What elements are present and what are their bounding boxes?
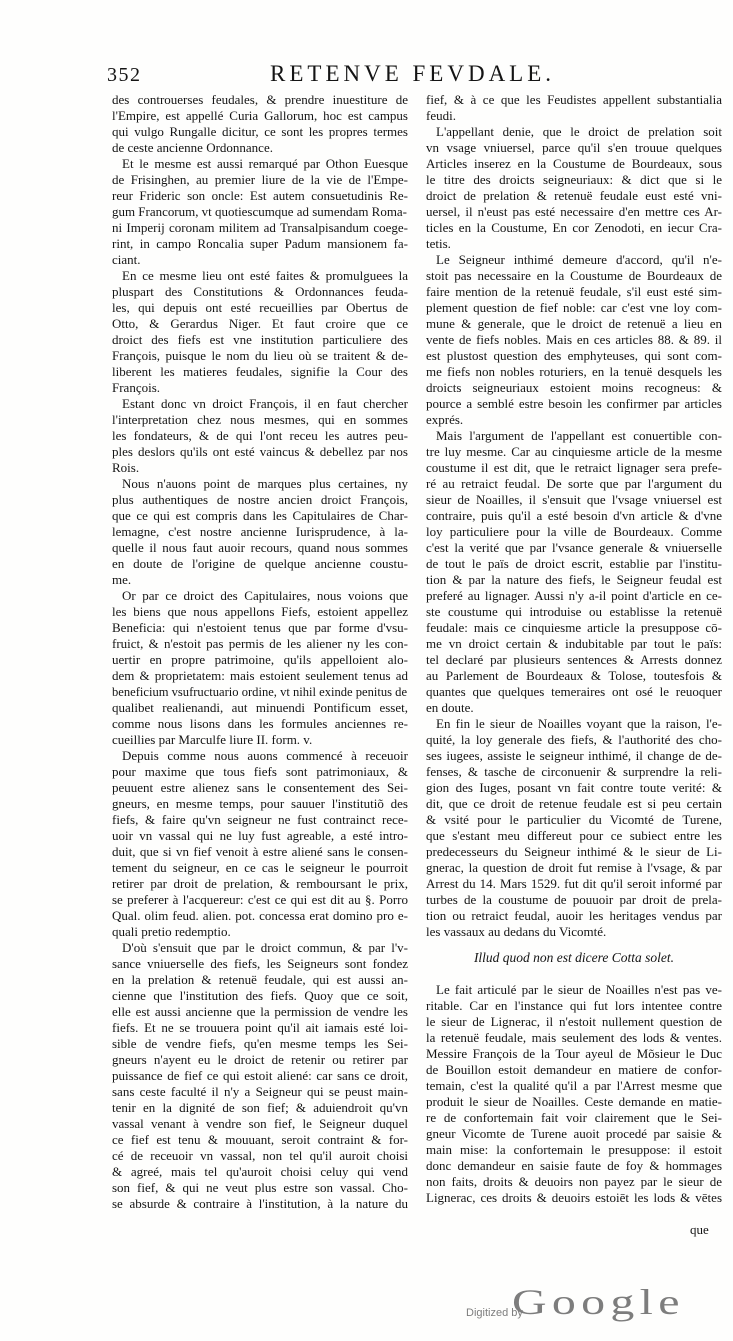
text-line-content: ritable. Car en l'instance qui fut lors intentee contre: [426, 998, 722, 1013]
text-line: [426, 188, 722, 204]
text-line: [426, 444, 722, 460]
text-line: [112, 908, 408, 924]
text-line: [426, 1046, 722, 1062]
text-line: [426, 300, 722, 316]
text-line: [426, 508, 722, 524]
text-line-content: tion & par la nature des fiefs, le Seigneur feudal est: [426, 572, 722, 587]
text-line: [112, 588, 408, 604]
text-line-content: les, qui depuis ont esté recueillies par Obertus de: [112, 300, 408, 315]
text-line: [112, 540, 408, 556]
text-line: [426, 284, 722, 300]
text-line: [426, 1062, 722, 1078]
text-line-content: feudi.: [426, 108, 456, 123]
text-line: [112, 956, 408, 972]
text-line: [112, 364, 408, 380]
paragraph: [112, 268, 408, 396]
text-line-content: re de confortemain fait voir clairement que le Sei-: [426, 1110, 722, 1125]
text-line-content: exprés.: [426, 412, 464, 427]
text-line: [426, 716, 722, 732]
left-column: [112, 92, 408, 1212]
text-line-content: se preferer à l'acquereur: c'est ce qui est dit au §. Porro: [112, 892, 408, 907]
paragraph: [426, 92, 722, 124]
text-line-content: Le fait articulé par le sieur de Noailles n'est pas ve-: [436, 982, 722, 997]
text-line-content: uertir en propre patrimoine, qu'ils appelloient alo-: [112, 652, 408, 667]
digitization-watermark: [0, 1280, 733, 1330]
text-line: [112, 652, 408, 668]
text-line-content: stoit pas necessaire en la Coustume de Bourdeaux de: [426, 268, 722, 283]
text-line-content: Arrest du 14. Mars 1529. fut dit qu'il seroit informé par: [426, 876, 722, 891]
text-line: [112, 220, 408, 236]
paragraph: [112, 940, 408, 1212]
text-line-content: retirer par droit de prelation, & remboursant le prix,: [112, 876, 408, 891]
text-line: [112, 1100, 408, 1116]
text-line-content: dit, que ce droit de retenue feudale est si peu certain: [426, 796, 722, 811]
text-line: [426, 796, 722, 812]
text-line-content: gneurs n'ayent eu le droict de retenir ou retirer par: [112, 1052, 408, 1067]
text-line: [426, 460, 722, 476]
text-line: [112, 1148, 408, 1164]
text-line-content: beneficium vsufructuario ordine, vt nihil exinde penitus de: [112, 684, 408, 699]
text-line-content: feudale: mais ce cinquiesme article la presuppose cō-: [426, 620, 722, 635]
text-line: [426, 252, 722, 268]
text-line-content: tenir en la dignité de son fief; & aduiendroit qu'vn: [112, 1100, 408, 1115]
text-line-content: l'Empire, est appellé Curia Gallorum, hoc est campus: [112, 108, 408, 123]
text-line-content: le titre des droicts seigneuriaux: & dict que si le: [426, 172, 722, 187]
text-line-content: de tout le païs de droict escrit, establie par l'institu-: [426, 556, 722, 571]
text-line-content: François, puisque le nom du lieu où se traitent & de-: [112, 348, 408, 363]
text-line: [112, 1052, 408, 1068]
text-line: [112, 828, 408, 844]
text-line: [426, 620, 722, 636]
text-line-content: dem & proprietatem: mais estoient seulement tenus ad: [112, 668, 408, 683]
text-line: [426, 412, 722, 428]
text-line: [112, 252, 408, 268]
text-line-content: D'où s'ensuit que par le droict commun, & par l'v-: [122, 940, 408, 955]
text-line: [112, 812, 408, 828]
text-line-content: fiefs, & faire qu'vn seigneur ne fust contrainct rece-: [112, 812, 408, 827]
text-line-content: tel declaré par plusieurs sentences & Arrests donnez: [426, 652, 722, 667]
text-line: [112, 188, 408, 204]
text-line: [426, 156, 722, 172]
text-line-content: en doute.: [426, 700, 474, 715]
text-line: [112, 1020, 408, 1036]
text-line: [112, 716, 408, 732]
watermark-brand: Google: [512, 1282, 685, 1322]
text-line: [112, 924, 408, 940]
text-line-content: Qual. olim feud. alien. pot. concessa erat domino pro e-: [112, 908, 408, 923]
text-line: [426, 540, 722, 556]
text-line: [426, 924, 722, 940]
paragraph: [112, 748, 408, 940]
text-line: [112, 284, 408, 300]
text-line-content: fiefs. Et ne se trouuera point qu'il ait iamais esté loi-: [112, 1020, 408, 1035]
text-line-content: droicts seigneuriaux estoient moins recogneus: &: [426, 380, 722, 395]
text-line: [426, 428, 722, 444]
text-line-content: tetis.: [426, 236, 451, 251]
text-line: [112, 460, 408, 476]
text-line-content: de ceste ancienne Ordonnance.: [112, 140, 273, 155]
text-line-content: les biens que nous appellons Fiefs, estoient appellez: [112, 604, 408, 619]
text-line: [426, 332, 722, 348]
catchword: que: [690, 1222, 709, 1237]
text-line-content: cueillies par Marculfe liure II. form. v.: [112, 732, 313, 747]
text-line: [112, 108, 408, 124]
text-line: [112, 236, 408, 252]
text-line-content: Mais l'argument de l'appellant est conuertible con-: [436, 428, 722, 443]
text-line-content: c'est la verité que par l'vsance generale & vniuerselle: [426, 540, 722, 555]
text-line: [426, 908, 722, 924]
text-line-content: qualibet realienandi, aut minuendi Pontificum esset,: [112, 700, 408, 715]
text-line: [426, 140, 722, 156]
text-line-content: tre luy mesme. Car au cinquiesme article de la mesme: [426, 444, 722, 459]
text-line: [426, 1190, 722, 1206]
text-line: [426, 268, 722, 284]
text-line: [426, 396, 722, 412]
text-line-content: ciant.: [112, 252, 141, 267]
text-line-content: reur Frideric son oncle: Est autem consuetudinis Re-: [112, 188, 408, 203]
text-line-content: Estant donc vn droict François, il en faut chercher: [122, 396, 408, 411]
text-line: [426, 892, 722, 908]
text-line-content: Articles inserez en la Coustume de Bourdeaux, sous: [426, 156, 722, 171]
text-line: [426, 380, 722, 396]
text-line: [426, 860, 722, 876]
text-line: [426, 636, 722, 652]
paragraph: [112, 156, 408, 268]
text-line-content: Otto, & Gerardus Niger. Et faut croire que ce: [112, 316, 408, 331]
text-line-content: duit, que si vn fief venoit à estre aliené sans le consen-: [112, 844, 408, 859]
text-line-content: tement du seigneur, en ce cas le seigneur le pourroit: [112, 860, 408, 875]
text-line: [112, 1068, 408, 1084]
text-line: [426, 1174, 722, 1190]
text-line-content: vente de fiefs nobles. Mais en ces articles 88. & 89. il: [426, 332, 722, 347]
text-line-content: sans ceste faculté il n'y a Seigneur qui se peust main-: [112, 1084, 408, 1099]
text-line-content: elle est aussi ancienne que la permission de vendre les: [112, 1004, 408, 1019]
text-line-content: François.: [112, 380, 161, 395]
text-line-content: faire mention de la retenuë feudale, s'il eust esté sim-: [426, 284, 722, 299]
text-line: [426, 1014, 722, 1030]
text-line-content: en la prelation & retenuë feudale, qui est aussi an-: [112, 972, 408, 987]
text-line-content: me fiefs non nobles roturiers, en la tenuë desquels les: [426, 364, 722, 379]
paragraph: [112, 588, 408, 748]
text-line-content: quali pretio redemptio.: [112, 924, 231, 939]
text-line-content: fruict, & n'estoit pas permis de les aliener ny les con-: [112, 636, 408, 651]
text-line: [112, 1132, 408, 1148]
text-line-content: son fief, & qui ne veut plus estre son vassal. Cho-: [112, 1180, 408, 1195]
paragraph: [112, 396, 408, 476]
text-line-content: Depuis comme nous auons commencé à receuoir: [122, 748, 408, 763]
text-line-content: est plustost question des emphyteuses, qui sont com-: [426, 348, 722, 363]
text-line-content: que s'estant meu differeut pour ce subiect entre les: [426, 828, 722, 843]
text-line-content: ticles en la Coustume, En cor Zenodoti, en iecur Cra-: [426, 220, 722, 235]
text-line: [112, 780, 408, 796]
text-line: [112, 572, 408, 588]
text-line: [426, 1110, 722, 1126]
text-line: [112, 92, 408, 108]
text-line: [426, 108, 722, 124]
watermark-prefix: Digitized by: [466, 1307, 523, 1319]
paragraph: [112, 92, 408, 156]
text-line-content: loy particuliere pour la ville de Bourdeaux. Comme: [426, 524, 722, 539]
text-line-content: temain, c'est la qualité qu'il a par l'Arrest mesme que: [426, 1078, 722, 1093]
text-line-content: quelle il nous faut auoir recours, quand nous sommes: [112, 540, 408, 555]
text-line: [426, 1126, 722, 1142]
text-line: [426, 764, 722, 780]
text-line: [112, 604, 408, 620]
text-line-content: plement question de fief noble: car c'est vne loy com-: [426, 300, 722, 315]
text-line-content: non faits, droits & deuoirs non payez par le sieur de: [426, 1174, 722, 1189]
text-line-content: gum Francorum, vt quotiescumque ad sumendam Roma-: [112, 204, 407, 219]
text-line: [426, 572, 722, 588]
text-line: [112, 1116, 408, 1132]
text-line: [112, 316, 408, 332]
text-line: [426, 348, 722, 364]
text-line-content: main mise: la confortemain le presuppose: il estoit: [426, 1142, 722, 1157]
text-line-content: En fin le sieur de Noailles voyant que la raison, l'e-: [436, 716, 722, 731]
text-line-content: pour maxime que tous fiefs sont patrimoniaux, &: [112, 764, 408, 779]
text-line-content: tion ou retraict feudal, auoir les heritages vendus par: [426, 908, 722, 923]
text-line-content: fenses, & tasche de circonuenir & surprendre la reli-: [426, 764, 722, 779]
text-line-content: pluspart des Constitutions & Ordonnances feuda-: [112, 284, 408, 299]
text-line: [112, 1164, 408, 1180]
text-line: [426, 684, 722, 700]
paragraph: [112, 476, 408, 588]
text-line: [112, 444, 408, 460]
text-line: [426, 172, 722, 188]
text-line-content: plus authentiques de nostre ancien droict François,: [112, 492, 408, 507]
text-line: [426, 732, 722, 748]
text-line-content: gnerac, la question de droit fut remise à l'vsage, & par: [426, 860, 722, 875]
text-line: [112, 268, 408, 284]
text-line: [112, 348, 408, 364]
text-line-content: Or par ce droict des Capitulaires, nous voions que: [122, 588, 408, 603]
text-line: [426, 1142, 722, 1158]
text-line-content: vn vsage vniuersel, parce qu'il s'en trouue quelques: [426, 140, 722, 155]
text-line-content: la retenuë feudale, mais seulement des lods & ventes.: [426, 1030, 722, 1045]
text-line: [112, 492, 408, 508]
right-column: [426, 92, 722, 1206]
text-line-content: ste coustume qui introduise ou establisse la retenuë: [426, 604, 722, 619]
text-line: [426, 1158, 722, 1174]
text-line-content: mune & generale, que le droict de retenuë a lieu en: [426, 316, 722, 331]
text-line: [112, 1004, 408, 1020]
text-line: [112, 300, 408, 316]
text-line-content: puissance de fief ce qui estoit aliené: car sans ce droit,: [112, 1068, 408, 1083]
text-line: [112, 972, 408, 988]
text-line-content: sible de vendre fiefs, qu'en mesme temps les Sei-: [112, 1036, 408, 1051]
text-line-content: de Frisinghen, au premier liure de la vie de l'Empe-: [112, 172, 408, 187]
text-line: [112, 988, 408, 1004]
text-line: [426, 236, 722, 252]
text-line-content: L'appellant denie, que le droict de prelation soit: [436, 124, 722, 139]
text-line-content: me.: [112, 572, 132, 587]
text-line: [112, 668, 408, 684]
text-line-content: le sieur de Lignerac, il n'estoit nullement question de: [426, 1014, 722, 1029]
text-line-content: lemagne, c'est nostre ancienne Iurisprudence, à la-: [112, 524, 408, 539]
text-line-content: uoir vn vassal qui ne luy fust agreable, a esté intro-: [112, 828, 408, 843]
text-line: [112, 732, 408, 748]
text-line: [426, 844, 722, 860]
text-line-content: & vsité pour le particulier du Vicomté de Turene,: [426, 812, 722, 827]
text-line: [112, 1036, 408, 1052]
text-line: [426, 668, 722, 684]
text-line: [426, 364, 722, 380]
text-line: [426, 524, 722, 540]
text-line-content: vassal venant à vendre son fief, le Seigneur duquel: [112, 1116, 408, 1131]
text-line-content: liberent les matieres feudales, signifie la Cour des: [112, 364, 408, 379]
text-line-content: droict de prelation & retenuë feudale eust esté vni-: [426, 188, 722, 203]
text-line: [426, 220, 722, 236]
text-line-content: ce fief est tenu & mouuant, seroit contraint & for-: [112, 1132, 408, 1147]
text-line: [112, 764, 408, 780]
text-line-content: pource a semblé estre besoin les confirmer par articles: [426, 396, 722, 411]
text-line: [112, 636, 408, 652]
text-line: [426, 748, 722, 764]
text-line-content: & agreé, mais tel qu'auroit choisi celuy qui vend: [112, 1164, 408, 1179]
text-line-content: sieur de Noailles, il s'ensuit que l'vsage vniuersel est: [426, 492, 722, 507]
text-line-content: coustume il est dit, que le retraict lignager sera prefe-: [426, 460, 722, 475]
text-line-content: que ce qui est compris dans les Capitulaires de Char-: [112, 508, 408, 523]
text-line-content: rint, in campo Roncalia super Padum mansionem fa-: [112, 236, 408, 251]
paragraph: [426, 982, 722, 1206]
text-line-content: des controuerses feudales, & prendre inuestiture de: [112, 92, 408, 107]
text-line: [112, 940, 408, 956]
text-line: [426, 876, 722, 892]
text-line: [112, 748, 408, 764]
paragraph: [426, 428, 722, 716]
text-line: [426, 1078, 722, 1094]
text-line-content: En ce mesme lieu ont esté faites & promulguees la: [122, 268, 408, 283]
text-line-content: gneur Vicomte de Turene auoit procedé par saisie &: [426, 1126, 722, 1141]
text-line: [112, 124, 408, 140]
text-line: [426, 588, 722, 604]
text-line-content: Lignerac, ces droits & deuoirs estoiēt les lods & vētes: [426, 1190, 722, 1205]
paragraph: [426, 252, 722, 428]
text-line: [112, 508, 408, 524]
text-line-content: qui vulgo Rungalle dicitur, ce sont les propres termes: [112, 124, 408, 139]
text-line-content: donc demandeur en saisie faute de foy & hommages: [426, 1158, 722, 1173]
text-line-content: Messire François de la Tour ayeul de Mõsieur le Duc: [426, 1046, 722, 1061]
text-line: [426, 828, 722, 844]
running-head: [0, 0, 733, 92]
text-line-content: predecesseurs du Seigneur inthimé & le sieur de Li-: [426, 844, 722, 859]
text-line-content: de Bouillon estoit demandeur en matiere de confor-: [426, 1062, 722, 1077]
text-line: [426, 700, 722, 716]
text-line-content: me vn droict certain & indubitable par tout le païs:: [426, 636, 722, 651]
text-line-content: les fondateurs, & de qui l'ont receu les autres peu-: [112, 428, 408, 443]
text-line: [426, 556, 722, 572]
text-line-content: cienne que l'institution des fiefs. Quoy que ce soit,: [112, 988, 408, 1003]
text-line: [426, 812, 722, 828]
text-line: [112, 140, 408, 156]
text-line: [426, 652, 722, 668]
text-line: [112, 892, 408, 908]
text-line: [112, 1180, 408, 1196]
text-line: [112, 172, 408, 188]
text-line: [426, 476, 722, 492]
text-line: [112, 524, 408, 540]
text-line: [112, 796, 408, 812]
text-line: [112, 412, 408, 428]
text-line-content: droict des fiefs est vne institution particuliere des: [112, 332, 408, 347]
text-line-content: Le Seigneur inthimé demeure d'accord, qu'il n'e-: [436, 252, 722, 267]
text-line-content: gneurs, en mesme temps, pour sauuer l'institutiõ des: [112, 796, 408, 811]
text-line-content: Et le mesme est aussi remarqué par Othon Euesque: [122, 156, 408, 171]
running-title: RETENVE FEVDALE.: [270, 61, 556, 86]
text-line-content: l'interpretation chez nous mesmes, qui en sommes: [112, 412, 408, 427]
text-line-content: quantes que quelques temeraires ont osé le reuoquer: [426, 684, 722, 699]
text-line: [426, 492, 722, 508]
text-line-content: peuuent estre alienez sans le consentement des Sei-: [112, 780, 408, 795]
text-line-content: contraire, puis qu'il a esté besoin d'vn article & d'vne: [426, 508, 722, 523]
text-line: [426, 92, 722, 108]
text-line: [426, 780, 722, 796]
text-line: [112, 1084, 408, 1100]
paragraph: [426, 716, 722, 940]
text-line: [426, 1030, 722, 1046]
text-line: [426, 316, 722, 332]
text-line: [426, 982, 722, 998]
text-line-content: preferé au lignager. Aussi n'y a-il point d'article en ce-: [426, 588, 722, 603]
text-line: [112, 332, 408, 348]
text-line-content: Beneficia: qui n'estoient tenus que par forme d'vsu-: [112, 620, 408, 635]
text-line-content: ré au retraict feudal. De sorte que par l'argument du: [426, 476, 722, 491]
text-line: [112, 380, 408, 396]
text-line-content: Rois.: [112, 460, 140, 475]
section-heading: Illud quod non est dicere Cotta solet.: [473, 950, 675, 965]
text-line-content: cé de receuoir vn vassal, non tel qu'il auroit choisi: [112, 1148, 408, 1163]
text-line: [426, 124, 722, 140]
text-line-content: produit le sieur de Noailles. Ceste demande en matie-: [426, 1094, 722, 1109]
text-line: [112, 844, 408, 860]
text-line: [112, 204, 408, 220]
text-line: [426, 604, 722, 620]
text-line: [112, 428, 408, 444]
text-line: [426, 1094, 722, 1110]
text-line-content: sance vniuerselle des fiefs, les Seigneurs sont fondez: [112, 956, 408, 971]
text-line: [426, 998, 722, 1014]
text-line-content: ses iugees, assiste le seigneur inthimé, il change de de-: [426, 748, 722, 763]
text-line-content: en doute de l'origine de quelque ancienne coustu-: [112, 556, 408, 571]
text-line-content: ples deslors qu'ils ont esté vaincus & debellez par nos: [112, 444, 408, 459]
text-line: [112, 876, 408, 892]
text-line-content: Nous n'auons point de marques plus certaines, ny: [122, 476, 408, 491]
text-line: [112, 620, 408, 636]
text-line: [426, 204, 722, 220]
text-line-content: turbes de la coustume de pouuoir par droit de prela-: [426, 892, 722, 907]
text-line-content: uersel, il n'eust pas esté necessaire d'en mettre ces Ar-: [426, 204, 722, 219]
text-line: [112, 476, 408, 492]
text-line-content: se absurde & contraire à l'institution, à la nature du: [112, 1196, 408, 1211]
text-line-content: quité, la loy generale des fiefs, & l'authorité des cho-: [426, 732, 722, 747]
page-number: 352: [107, 64, 142, 86]
text-line: [112, 700, 408, 716]
text-line-content: gion des Iuges, posant vn fait contre toute verité: &: [426, 780, 722, 795]
text-line: [112, 860, 408, 876]
text-line: [112, 396, 408, 412]
text-line-content: fief, & à ce que les Feudistes appellent substantialia: [426, 92, 722, 107]
text-line: [112, 556, 408, 572]
text-line: [112, 684, 409, 700]
paragraph: [426, 124, 722, 252]
text-line-content: au Parlement de Bourdeaux & Tolose, toutesfois &: [426, 668, 722, 683]
text-line: [112, 156, 408, 172]
text-line-content: comme nous lisons dans les formules anciennes re-: [112, 716, 408, 731]
text-line-content: les vassaux au dedans du Vicomté.: [426, 924, 607, 939]
text-line: [112, 1196, 408, 1212]
text-line-content: ni Imperij coronam militem ad Transalpisandum coege-: [112, 220, 408, 235]
